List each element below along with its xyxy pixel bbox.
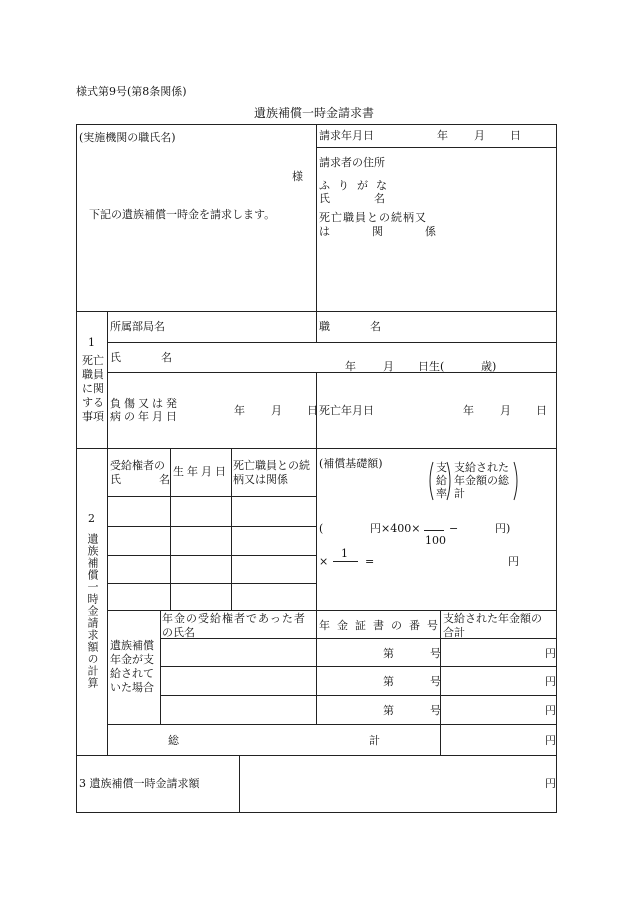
rate-char-1: 支 — [436, 461, 447, 474]
formula-one: 1 — [341, 547, 348, 560]
pension-case-3: 給されて — [110, 667, 154, 680]
paid-amount-label-2: 合計 — [443, 626, 465, 639]
row2-dai: 第 — [383, 675, 394, 688]
cert-number-label: 年金証書の番号 — [319, 619, 445, 632]
request-date-label: 請求年月日 — [319, 129, 374, 142]
age-label: 歳) — [481, 360, 497, 373]
formula-minus: − — [449, 522, 459, 535]
form-title: 遺族補償一時金請求書 — [254, 106, 375, 120]
request-sentence: 下記の遺族補償一時金を請求します。 — [89, 208, 276, 221]
form-number: 様式第9号(第8条関係) — [76, 85, 187, 98]
total-paid-1: 支給された — [454, 461, 509, 474]
rate-paren-left — [430, 462, 433, 500]
address-label: 請求者の住所 — [319, 156, 385, 169]
formula-equals: = — [365, 555, 375, 568]
injury-label-2: 病の年月日 — [110, 410, 180, 423]
request-month: 月 — [474, 129, 485, 142]
col-relation-1: 死亡職員との続 — [233, 459, 310, 472]
injury-label-1: 負傷又は発 — [110, 397, 180, 410]
birth-month: 月 — [383, 360, 394, 373]
col-recipient-1: 受給権者の — [110, 459, 165, 472]
section1-number: 1 — [88, 336, 95, 349]
formula-mid: 円×400× — [370, 522, 421, 535]
formula-close: 円) — [495, 522, 511, 535]
col-birth: 生年月日 — [173, 465, 229, 478]
pension-case-4: いた場合 — [110, 681, 154, 694]
sama-label: 様 — [292, 170, 303, 183]
total-paren-right — [514, 462, 517, 500]
formula-times: × — [319, 555, 329, 568]
former-recipient-1: 年金の受給権者であった者 — [162, 612, 306, 625]
section3-label: 3 遺族補償一時金請求額 — [79, 777, 200, 790]
total-paid-3: 計 — [454, 487, 465, 500]
post-label: 職名 — [319, 320, 421, 333]
pension-case-2: 年金が支 — [110, 653, 154, 666]
col-recipient-2-text: 氏名 — [110, 473, 208, 486]
base-amount-label: (補償基礎額) — [319, 457, 383, 470]
row3-yen: 円 — [545, 704, 556, 717]
row1-yen: 円 — [545, 647, 556, 660]
death-date-label: 死亡年月日 — [319, 404, 374, 417]
row2-go: 号 — [430, 675, 441, 688]
col-recipient-2 — [110, 473, 208, 486]
col-relation-2: 柄又は関係 — [233, 473, 288, 486]
request-day: 日 — [510, 129, 521, 142]
rate-char-2: 給 — [436, 474, 447, 487]
row3-dai: 第 — [383, 704, 394, 717]
section1-title: 死亡職員に関する事項 — [82, 354, 104, 423]
requester-name-label: 氏名 — [319, 192, 429, 205]
agency-label: (実施機関の職氏名) — [79, 131, 176, 144]
row1-dai: 第 — [383, 647, 394, 660]
dept-label: 所属部局名 — [110, 320, 165, 333]
row1-go: 号 — [430, 647, 441, 660]
formula-denominator: 100 — [425, 534, 446, 547]
section2-number: 2 — [88, 512, 95, 525]
injury-day: 日 — [307, 404, 318, 417]
death-year: 年 — [463, 404, 474, 417]
death-month: 月 — [500, 404, 511, 417]
section2-title: 遺族補償一時金請求額の計算 — [86, 533, 99, 689]
rate-paren-mid — [447, 462, 450, 500]
deceased-name-label: 氏名 — [110, 351, 212, 364]
total-yen: 円 — [545, 734, 556, 747]
formula-yen: 円 — [508, 555, 519, 568]
pension-case-1: 遺族補償 — [110, 639, 154, 652]
section3-yen: 円 — [545, 777, 556, 790]
former-recipient-2: の氏名 — [162, 626, 195, 639]
relation-label-1: 死亡職員との続柄又 — [319, 211, 427, 224]
rate-char-3: 率 — [436, 487, 447, 500]
total-paid-2: 年金額の総 — [454, 474, 509, 487]
birth-year: 年 — [345, 360, 356, 373]
total-label-2: 計 — [369, 734, 380, 747]
death-day: 日 — [536, 404, 547, 417]
birth-day: 日生( — [418, 360, 445, 373]
injury-year: 年 — [234, 404, 245, 417]
paid-amount-label-1: 支給された年金額の — [443, 612, 542, 625]
request-year: 年 — [437, 129, 448, 142]
total-label-1: 総 — [168, 734, 179, 747]
formula-open: ( — [319, 522, 324, 535]
injury-month: 月 — [271, 404, 282, 417]
furigana-label: ふりがな — [319, 179, 395, 192]
row3-go: 号 — [430, 704, 441, 717]
relation-label-2: は関係 — [319, 225, 478, 238]
row2-yen: 円 — [545, 675, 556, 688]
